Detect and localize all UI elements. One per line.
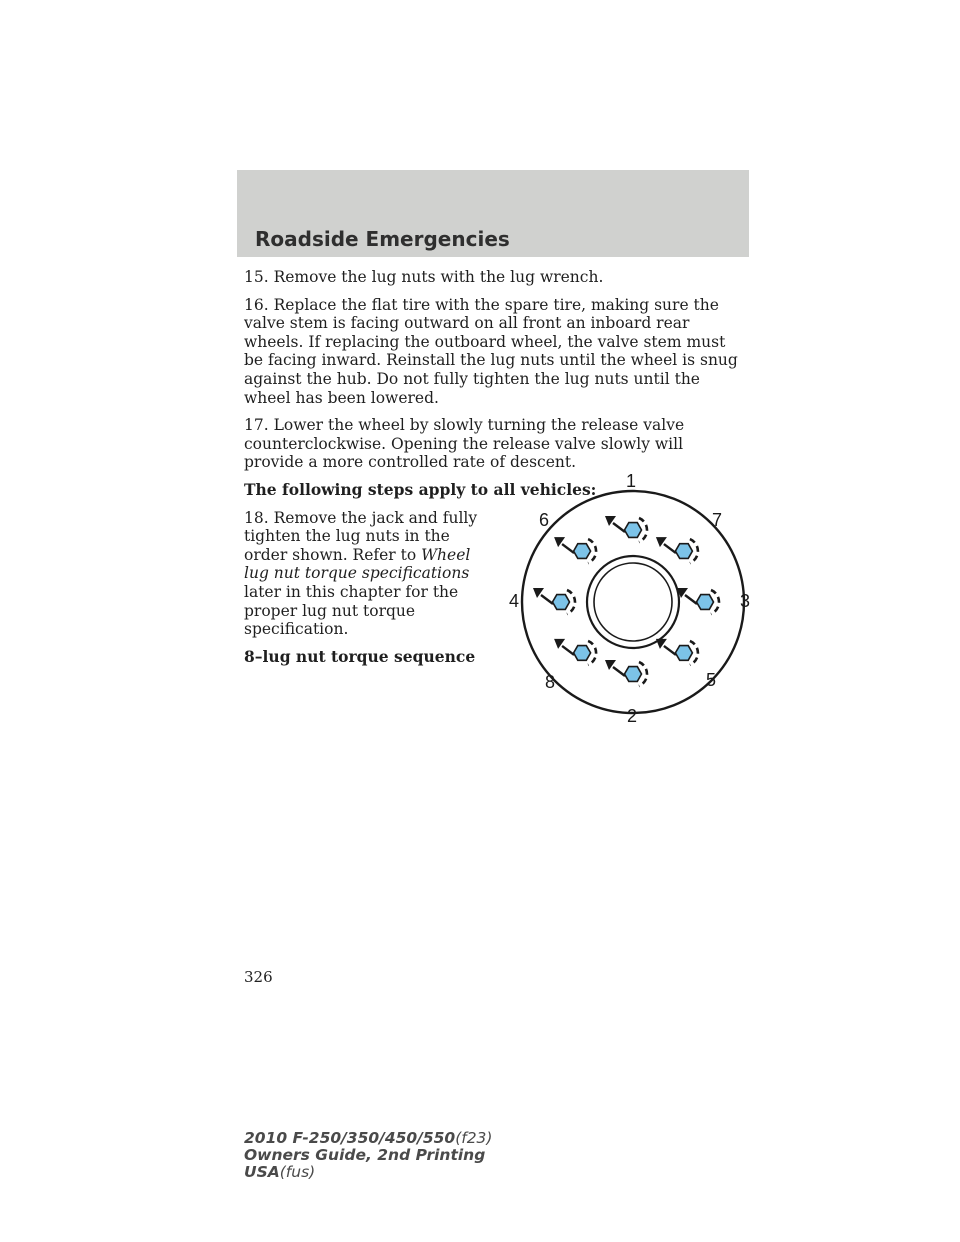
- step-15: 15. Remove the lug nuts with the lug wrench.: [244, 268, 604, 286]
- arrow-shaft: [562, 544, 574, 553]
- page-number: 326: [244, 968, 273, 986]
- lug-nut-sequence-diagram: [490, 462, 770, 727]
- footer-market: USA: [244, 1163, 280, 1181]
- arrow-shaft: [562, 646, 574, 655]
- lug-nuts: [533, 516, 719, 686]
- document-footer: [244, 1130, 492, 1181]
- arrow-shaft: [541, 595, 553, 604]
- torque-spec-reference: Wheel lug nut torque specifications: [244, 545, 471, 583]
- hex-nut-icon: [675, 544, 692, 559]
- lug-nut-3: [677, 588, 719, 614]
- step-18: [244, 509, 489, 639]
- footer-line-1: [244, 1130, 492, 1147]
- footer-model-code: (f23): [455, 1129, 493, 1147]
- sequence-label-3: 3: [739, 591, 751, 611]
- lug-nut-1: [605, 516, 647, 542]
- sequence-label-2: 2: [626, 706, 638, 726]
- sequence-label-8: 8: [544, 672, 556, 692]
- footer-market-code: (fus): [279, 1163, 316, 1181]
- section-title: Roadside Emergencies: [255, 227, 510, 251]
- lug-nut-7: [533, 588, 575, 614]
- arrow-shaft: [613, 523, 625, 532]
- hex-nut-icon: [574, 544, 591, 559]
- arrow-shaft: [613, 667, 625, 676]
- step-17: 17. Lower the wheel by slowly turning the release valve counterclockwise. Opening the release valve slowly will provide a more controlled rate of descent.: [244, 416, 685, 472]
- footer-line-2: Owners Guide, 2nd Printing: [244, 1146, 486, 1164]
- hex-nut-icon: [625, 667, 642, 682]
- hex-nut-icon: [675, 646, 692, 661]
- arrow-shaft: [664, 544, 676, 553]
- all-vehicles-heading: The following steps apply to all vehicles:: [244, 479, 597, 499]
- diagram-caption: 8–lug nut torque sequence: [244, 646, 476, 666]
- sequence-label-1: 1: [625, 471, 637, 491]
- arrow-shaft: [685, 595, 697, 604]
- hex-nut-icon: [574, 646, 591, 661]
- footer-line-3: [244, 1164, 492, 1181]
- hub-inner-ring: [594, 563, 672, 641]
- hex-nut-icon: [553, 595, 570, 610]
- sequence-label-6: 6: [538, 510, 550, 530]
- footer-model: 2010 F-250/350/450/550: [244, 1129, 456, 1147]
- hub-outer-ring: [587, 556, 679, 648]
- arrow-shaft: [664, 646, 676, 655]
- step-16: 16. Replace the flat tire with the spare tire, making sure the valve stem is facing outward on all front an inboard rear wheels. If replacing the outboard wheel, the valve stem must be facing inward. Reinstall the lug nuts until the wheel is snug against the hub. Do not fully tighten the lug nuts until the wheel has been lowered.: [244, 295, 738, 407]
- lug-nut-8: [554, 537, 596, 563]
- section-header-band: [237, 170, 749, 257]
- hex-nut-icon: [697, 595, 714, 610]
- lug-nut-5: [605, 660, 647, 686]
- sequence-label-5: 5: [705, 670, 717, 690]
- sequence-label-7: 7: [711, 510, 723, 530]
- hex-nut-icon: [625, 523, 642, 538]
- step-18-text-end: later in this chapter for the proper lug nut torque specification.: [244, 582, 459, 639]
- step-18-text: 18. Remove the jack and fully tighten the lug nuts in the order shown. Refer to: [244, 508, 478, 564]
- lug-nut-4: [656, 639, 698, 665]
- lug-nut-6: [554, 639, 596, 665]
- sequence-label-4: 4: [508, 591, 520, 611]
- lug-nut-2: [656, 537, 698, 563]
